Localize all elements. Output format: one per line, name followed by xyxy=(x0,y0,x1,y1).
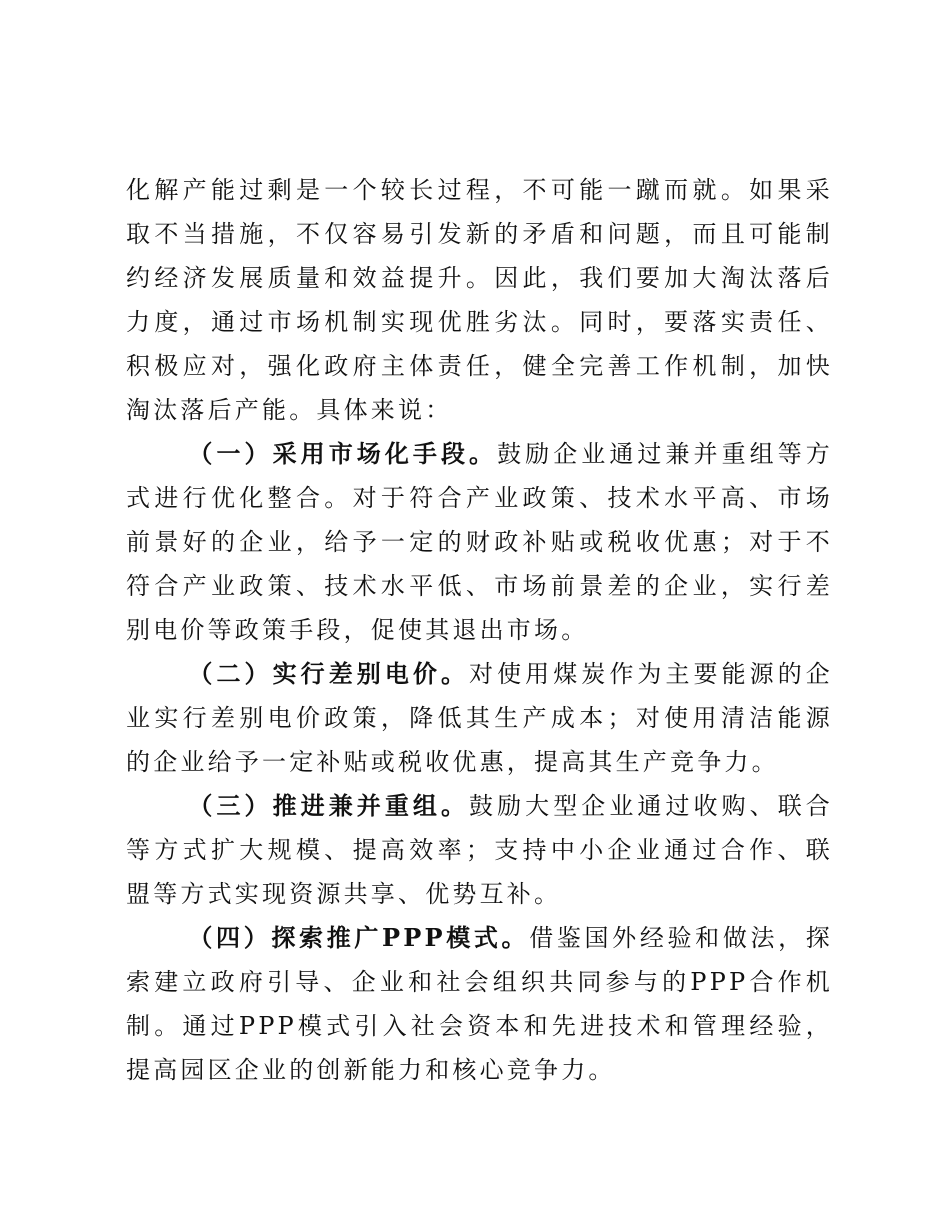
section-paragraph-4 xyxy=(126,916,833,1092)
section-paragraph-2 xyxy=(126,652,833,784)
section-paragraph-1 xyxy=(126,432,833,652)
section-body-1: 鼓励企业通过兼并重组等方式进行优化整合。对于符合产业政策、技术水平高、市场前景好的企业，给予一定的财政补贴或税收优惠；对于不符合产业政策、技术水平低、市场前景差的企业，实行差别电价等政策手段，促使其退出市场。 xyxy=(126,440,833,644)
section-body-3: 鼓励大型企业通过收购、联合等方式扩大规模、提高效率；支持中小企业通过合作、联盟等方式实现资源共享、优势互补。 xyxy=(126,792,833,908)
section-heading-2: （二）实行差别电价。 xyxy=(188,659,470,688)
document-body xyxy=(126,168,833,1092)
section-paragraph-3 xyxy=(126,784,833,916)
section-body-4: 借鉴国外经验和做法，探索建立政府引导、企业和社会组织共同参与的PPP合作机制。通过PPP模式引入社会资本和先进技术和管理经验，提高园区企业的创新能力和核心竞争力。 xyxy=(126,924,834,1084)
intro-paragraph: 化解产能过剩是一个较长过程，不可能一蹴而就。如果采取不当措施，不仅容易引发新的矛盾和问题，而且可能制约经济发展质量和效益提升。因此，我们要加大淘汰落后力度，通过市场机制实现优胜劣汰。同时，要落实责任、积极应对，强化政府主体责任，健全完善工作机制，加快淘汰落后产能。具体来说： xyxy=(126,176,833,424)
section-body-2: 对使用煤炭作为主要能源的企业实行差别电价政策，降低其生产成本；对使用清洁能源的企业给予一定补贴或税收优惠，提高其生产竞争力。 xyxy=(126,660,833,776)
section-heading-4: （四）探索推广PPP模式。 xyxy=(188,923,530,952)
section-heading-1: （一）采用市场化手段。 xyxy=(188,439,498,468)
section-heading-3: （三）推进兼并重组。 xyxy=(188,791,470,820)
